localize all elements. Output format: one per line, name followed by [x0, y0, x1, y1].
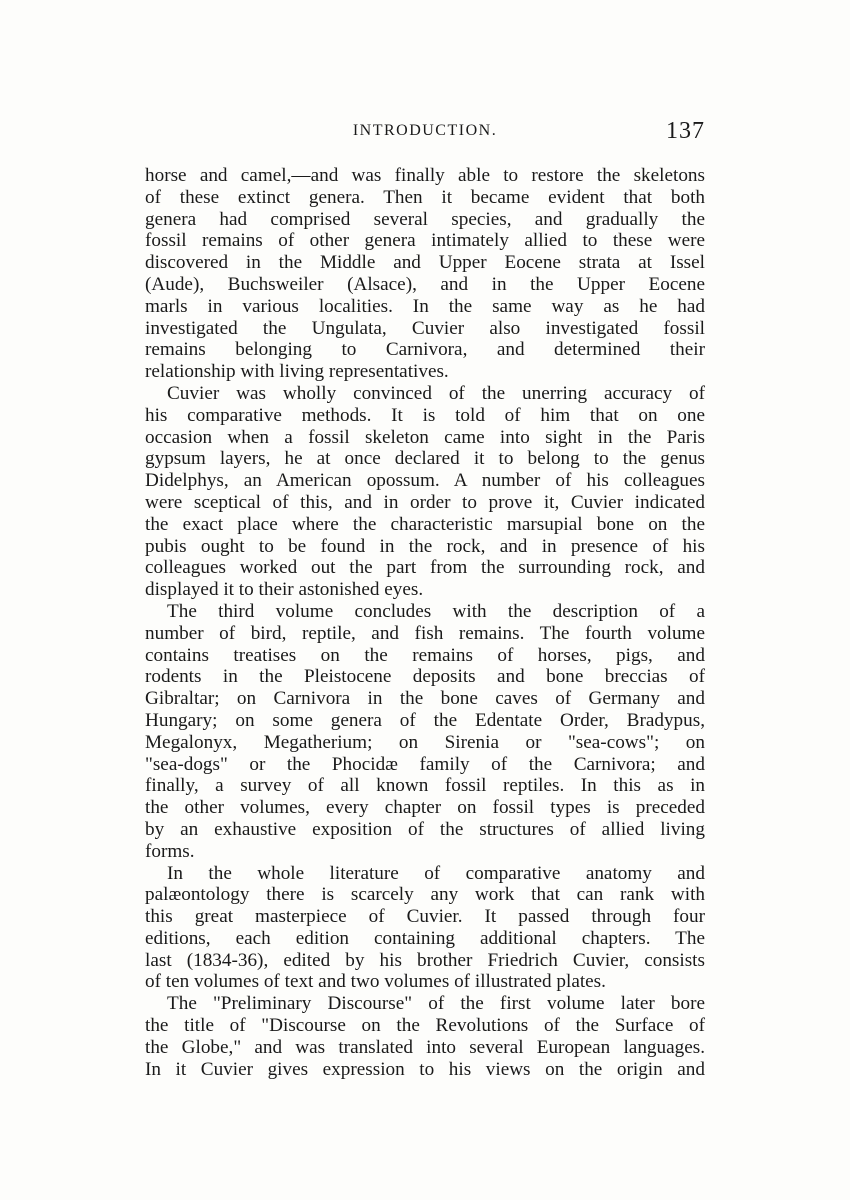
text-line: of ten volumes of text and two volumes of illustrated plates.	[145, 971, 606, 993]
text-line: forms.	[145, 840, 195, 862]
text-line: the other volumes, every chapter on fossil types is preceded	[145, 797, 705, 819]
text-line: colleagues worked out the part from the surrounding rock, and	[145, 557, 705, 579]
text-line: "sea-dogs" or the Phocidæ family of the Carnivora; and	[145, 753, 705, 775]
text-line: pubis ought to be found in the rock, and in presence of his	[145, 535, 705, 557]
text-line: last (1834-36), edited by his brother Friedrich Cuvier, consists	[145, 949, 705, 971]
text-line: were sceptical of this, and in order to prove it, Cuvier indicated	[145, 491, 705, 513]
text-line: the title of "Discourse on the Revolutions of the Surface of	[145, 1015, 705, 1037]
text-line: occasion when a fossil skeleton came into sight in the Paris	[145, 426, 705, 448]
text-line: finally, a survey of all known fossil reptiles. In this as in	[145, 775, 705, 797]
text-line: the exact place where the characteristic marsupial bone on the	[145, 513, 705, 535]
text-line: In the whole literature of comparative anatomy and	[167, 862, 705, 884]
text-line: Hungary; on some genera of the Edentate Order, Bradypus,	[145, 709, 705, 731]
text-line: discovered in the Middle and Upper Eocene strata at Issel	[145, 252, 705, 274]
running-head	[145, 118, 705, 152]
text-line: by an exhaustive exposition of the structures of allied living	[145, 818, 705, 840]
text-line: number of bird, reptile, and fish remains. The fourth volume	[145, 622, 705, 644]
text-line: marls in various localities. In the same way as he had	[145, 295, 705, 317]
text-line: contains treatises on the remains of horses, pigs, and	[145, 644, 705, 666]
text-line: Megalonyx, Megatherium; on Sirenia or "sea-cows"; on	[145, 731, 705, 753]
text-line: In it Cuvier gives expression to his views on the origin and	[145, 1058, 705, 1080]
text-line: Didelphys, an American opossum. A number of his colleagues	[145, 470, 705, 492]
text-line: investigated the Ungulata, Cuvier also investigated fossil	[145, 317, 705, 339]
text-line: Gibraltar; on Carnivora in the bone caves of Germany and	[145, 688, 705, 710]
text-line: The third volume concludes with the description of a	[167, 600, 705, 622]
text-line: horse and camel,—and was finally able to restore the skeletons	[145, 165, 705, 186]
text-line: editions, each edition containing additional chapters. The	[145, 927, 705, 949]
text-line: rodents in the Pleistocene deposits and bone breccias of	[145, 666, 705, 688]
text-line: of these extinct genera. Then it became evident that both	[145, 186, 705, 208]
body-text	[145, 165, 705, 1080]
text-line: this great masterpiece of Cuvier. It passed through four	[145, 906, 705, 928]
text-line: genera had comprised several species, and gradually the	[145, 208, 705, 230]
text-line: gypsum layers, he at once declared it to belong to the genus	[145, 448, 705, 470]
text-line: remains belonging to Carnivora, and determined their	[145, 339, 705, 361]
text-line: palæontology there is scarcely any work that can rank with	[145, 884, 705, 906]
text-line: displayed it to their astonished eyes.	[145, 579, 424, 601]
text-line: fossil remains of other genera intimately allied to these were	[145, 230, 705, 252]
page-number: 137	[666, 118, 705, 144]
text-line: his comparative methods. It is told of him that on one	[145, 404, 705, 426]
text-line: the Globe," and was translated into several European languages.	[145, 1036, 705, 1058]
text-line: Cuvier was wholly convinced of the unerring accuracy of	[167, 382, 705, 404]
text-line: (Aude), Buchsweiler (Alsace), and in the Upper Eocene	[145, 273, 705, 295]
text-line: relationship with living representatives.	[145, 361, 449, 383]
running-title: INTRODUCTION.	[352, 122, 498, 139]
text-line: The "Preliminary Discourse" of the first volume later bore	[167, 993, 705, 1015]
